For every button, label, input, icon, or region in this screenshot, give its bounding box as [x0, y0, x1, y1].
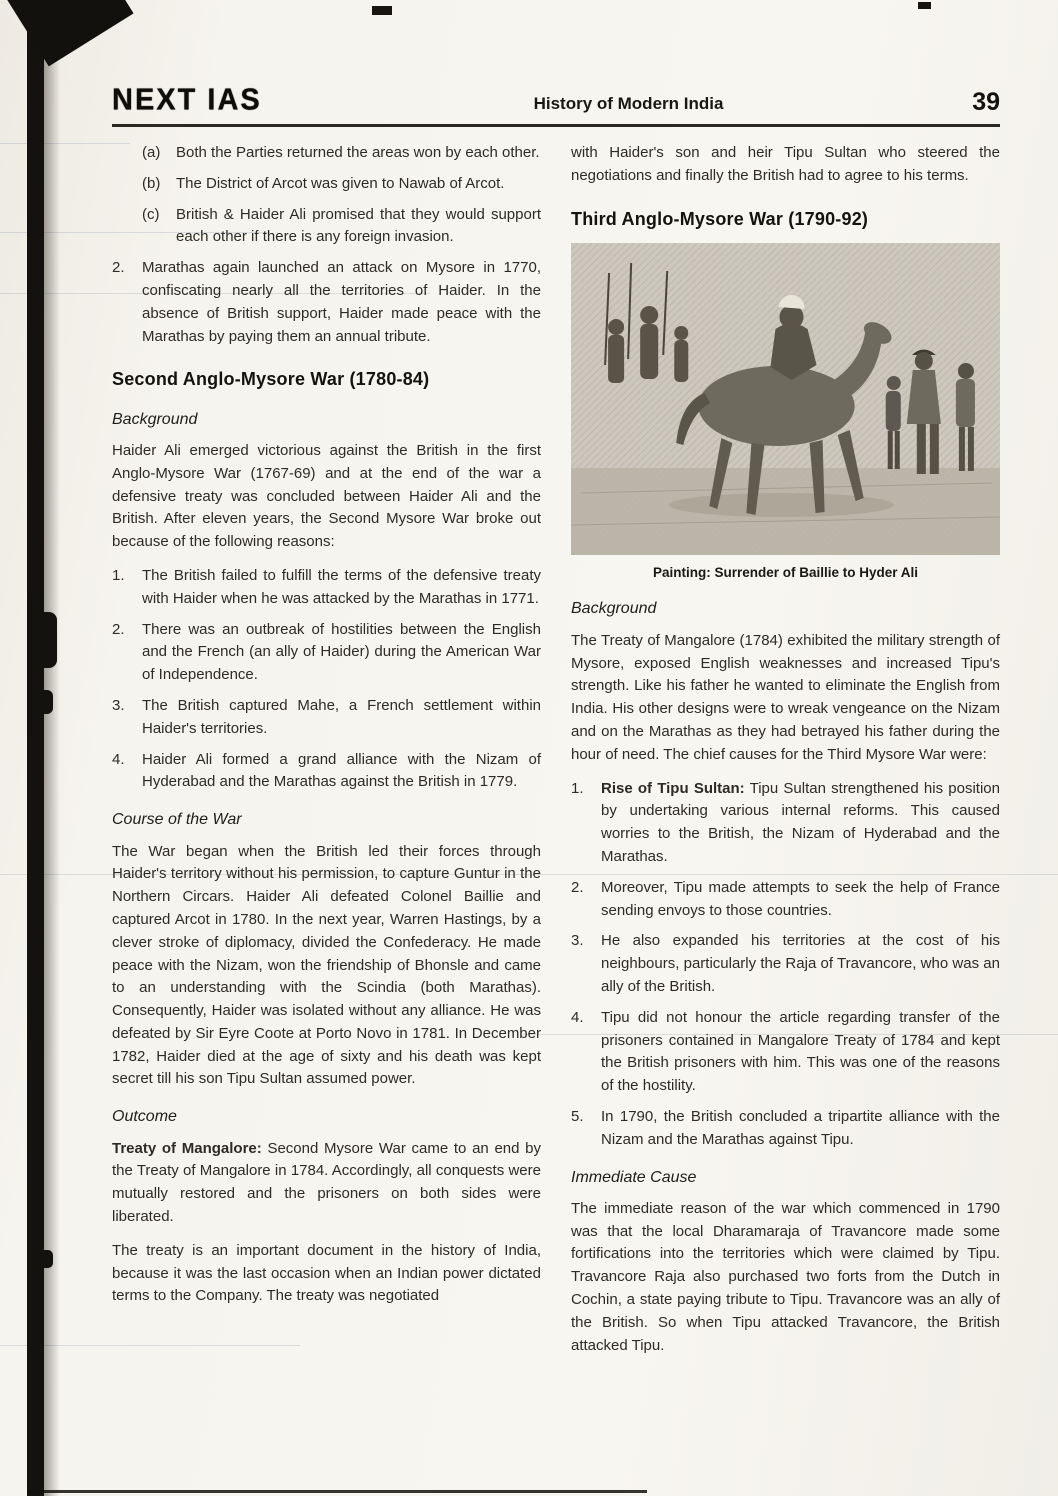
subheading-outcome: Outcome — [112, 1108, 177, 1126]
list-text: Moreover, Tipu made attempts to seek the help of France sending envoys to those countries. — [601, 878, 1000, 919]
painting-surrender-of-baillie — [571, 243, 1000, 555]
list-text: There was an outbreak of hostilities between the English and the French (an ally of Haider) during the American War of Independence. — [142, 620, 541, 684]
page-header-title: History of Modern India — [533, 94, 724, 113]
two-column-layout — [112, 142, 1000, 1368]
subheading-course-of-the-war: Course of the War — [112, 811, 242, 829]
figure-caption — [571, 563, 1000, 584]
list-text: British & Haider Ali promised that they would support each other if there is any foreign invasion. — [176, 205, 541, 246]
list-item — [571, 930, 1000, 998]
section-title-second-anglo-mysore-war: Second Anglo-Mysore War (1780-84) — [112, 369, 430, 390]
list-item — [112, 695, 541, 741]
subheading-background: Background — [112, 410, 198, 428]
scan-edge-shadow — [44, 0, 60, 1496]
scan-corner-mark — [6, 0, 133, 66]
list-item — [142, 173, 541, 196]
scan-mark — [42, 690, 53, 714]
list-marker: 5. — [571, 1107, 584, 1125]
list-marker: (c) — [142, 205, 160, 223]
painting-illustration — [571, 243, 1000, 555]
list-marker: 2. — [571, 878, 584, 896]
list-item — [112, 749, 541, 795]
list-text: Marathas again launched an attack on Mysore in 1770, confiscating nearly all the territories of Haider. In the absence of British support, Haider made peace with the Marathas by paying them an annual tribute. — [142, 259, 541, 345]
paragraph-text: Second Mysore War came to an end by the Treaty of Mangalore in 1784. Accordingly, all conquests were mutually restored and the prisoners on both sides were liberated. — [112, 1139, 542, 1225]
list-item — [571, 1007, 1000, 1098]
scan-mark — [42, 612, 57, 668]
page-header — [112, 84, 1000, 127]
list-marker: 1. — [571, 779, 584, 797]
left-column — [112, 142, 541, 1368]
lettered-list — [112, 142, 541, 249]
ruled-line — [0, 143, 130, 144]
list-text: Haider Ali formed a grand alliance with the Nizam of Hyderabad and the Marathas against the British in 1779. — [142, 750, 541, 791]
brand-logo: NEXT IAS — [112, 83, 262, 117]
scan-speck — [372, 6, 392, 15]
list-item — [112, 619, 541, 687]
list-item — [142, 142, 541, 165]
list-item — [112, 257, 541, 348]
list-text: He also expanded his territories at the cost of his neighbours, particularly the Raja of Travancore, who was an ally of the British. — [601, 932, 1000, 995]
list-text — [601, 778, 1000, 869]
paragraph-outcome-2: The treaty is an important document in the history of India, because it was the last occasion when an Indian power dictated terms to the Company. The treaty was negotiated — [112, 1241, 541, 1305]
list-marker: (a) — [142, 144, 161, 161]
paragraph-course: The War began when the British led their forces through Haider's territory without his permission, to capture Guntur in the Northern Circars. Haider Ali defeated Colonel Baillie and captured Arcot in 1780. In the next year, Warren Hastings, by a clever stroke of diplomacy, divided the Confederacy. He made peace with the Nizam, won the friendship of Bhonsle and came to an understanding with the Scindia (both Marathas). Consequently, Haider was isolated without any alliance. He was defeated by Sir Eyre Coote at Porto Novo in 1781. In December 1782, Haider died at the age of sixty and his death was kept secret till his son Tipu Sultan assumed power. — [112, 842, 541, 1088]
scan-binding-edge — [27, 0, 44, 1496]
list-marker: 4. — [571, 1008, 584, 1026]
list-item — [571, 778, 1000, 869]
list-marker: 3. — [571, 932, 584, 950]
list-marker: 2. — [112, 620, 125, 638]
bold-lead-treaty-of-mangalore: Treaty of Mangalore: — [112, 1139, 262, 1157]
scan-bottom-edge — [27, 1490, 647, 1493]
paragraph-immediate-cause: The immediate reason of the war which commenced in 1790 was that the local Dharamaraja of Travancore made some fortifications into the territories which were claimed by Tipu. Travancore Raja also purchased two forts from the Dutch in Cochin, a state paying tribute to Tipu. Travancore was an ally of the British. So when Tipu attacked Travancore, the British attacked Tipu. — [571, 1199, 1000, 1354]
paragraph-outcome — [112, 1138, 541, 1229]
right-column — [571, 142, 1000, 1368]
list-item — [112, 565, 541, 611]
list-marker: 3. — [112, 697, 125, 715]
subheading-immediate-cause: Immediate Cause — [571, 1168, 697, 1186]
paragraph-background-right: The Treaty of Mangalore (1784) exhibited the military strength of Mysore, exposed English weaknesses and increased Tipu's strength. Like his father he wanted to eliminate the English from India. His other designs were to wreak vengeance on the Nizam and on the Marathas as they had betrayed his father during the hour of need. The chief causes for the Third Mysore War were: — [571, 631, 1000, 763]
list-marker: (b) — [142, 174, 161, 192]
list-text: Both the Parties returned the areas won by each other. — [176, 144, 540, 161]
list-item — [142, 204, 541, 250]
list-text: The District of Arcot was given to Nawab of Arcot. — [176, 174, 505, 192]
bold-lead-rise-of-tipu-sultan: Rise of Tipu Sultan: — [601, 779, 745, 797]
list-text: Tipu did not honour the article regarding transfer of the prisoners contained in Mangalore Treaty of 1784 and kept the British prisoners with him. This was one of the reasons of the hostility. — [601, 1008, 1000, 1095]
list-text-body: Tipu Sultan strengthened his position by undertaking various internal reforms. This caused worries to the British, the Nizam of Hyderabad and the Marathas. — [601, 779, 1000, 865]
list-marker: 1. — [112, 567, 125, 585]
list-item — [571, 877, 1000, 923]
paragraph-background: Haider Ali emerged victorious against the British in the first Anglo-Mysore War (1767-69) and at the end of the war a defensive treaty was concluded between Haider Ali and the British. After eleven years, the Second Mysore War broke out because of the following reasons: — [112, 442, 541, 551]
list-marker: 4. — [112, 750, 125, 768]
figure-caption-label: Painting: — [652, 564, 711, 580]
page-number: 39 — [972, 88, 1000, 116]
list-text: In 1790, the British concluded a tripartite alliance with the Nizam and the Marathas against Tipu. — [601, 1107, 1000, 1148]
figure-painting — [571, 243, 1000, 584]
section-title-third-anglo-mysore-war: Third Anglo-Mysore War (1790-92) — [571, 208, 869, 229]
list-text: The British captured Mahe, a French settlement within Haider's territories. — [142, 697, 541, 737]
scan-speck — [918, 2, 931, 9]
list-text: The British failed to fulfill the terms of the defensive treaty with Haider when he was attacked by the Marathas in 1771. — [142, 567, 541, 607]
list-marker: 2. — [112, 259, 125, 277]
scan-mark — [40, 1250, 53, 1268]
list-item — [571, 1106, 1000, 1152]
figure-caption-text: Surrender of Baillie to Hyder Ali — [714, 564, 919, 580]
paragraph-continuation: with Haider's son and heir Tipu Sultan who steered the negotiations and finally the British had to agree to his terms. — [571, 144, 1000, 184]
subheading-background-right: Background — [571, 600, 657, 618]
page-content — [112, 84, 1000, 1368]
